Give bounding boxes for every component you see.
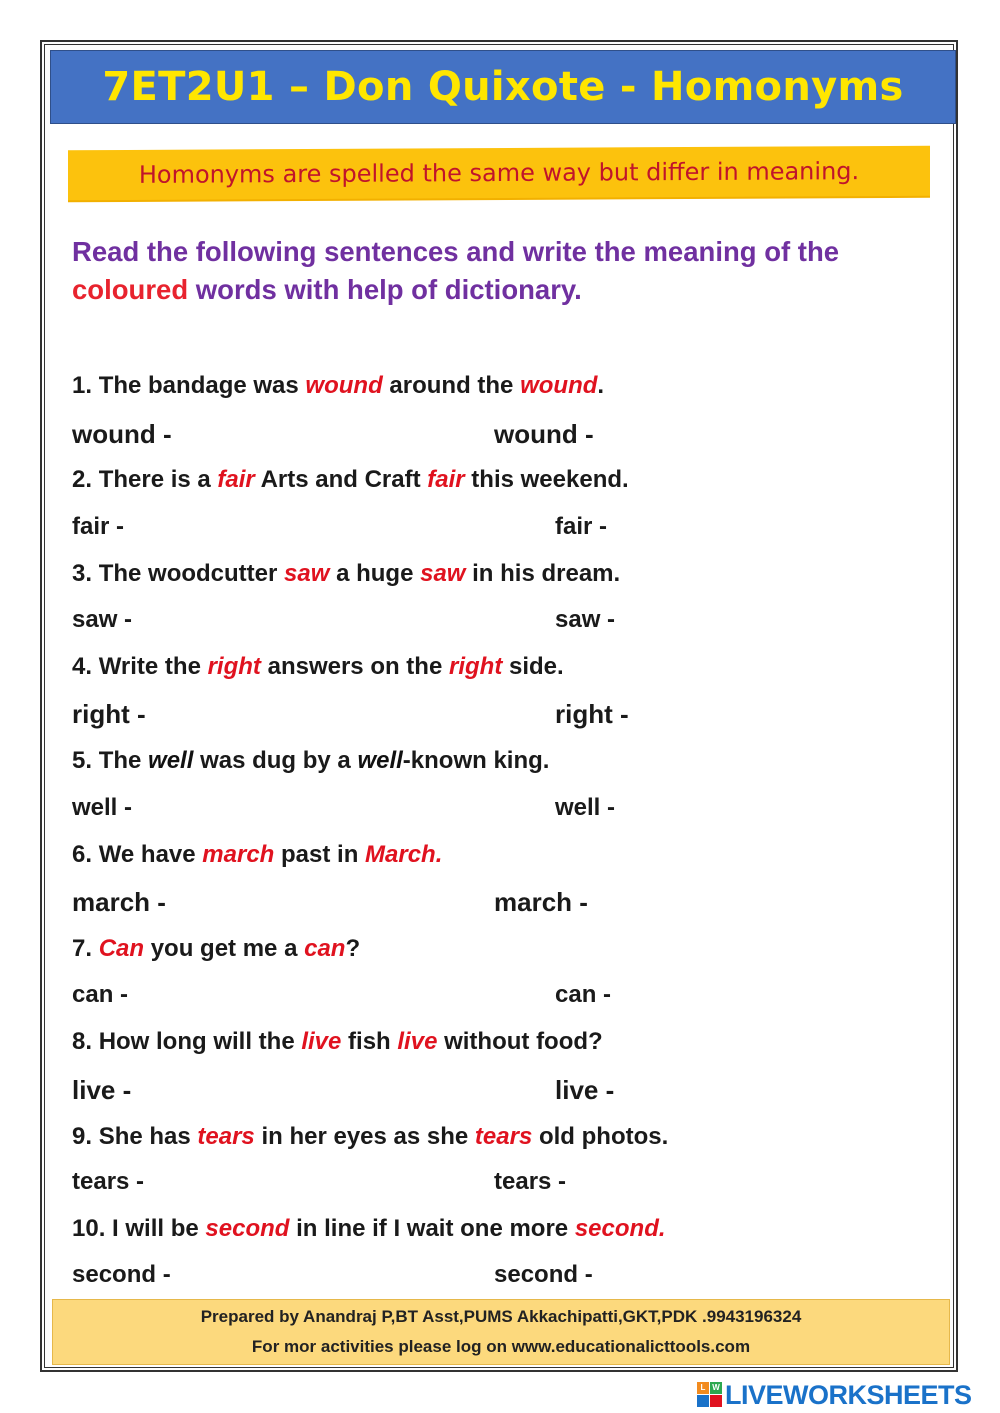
homonym-word: second. <box>574 1215 666 1242</box>
sentence-text: old photos. <box>538 1123 669 1150</box>
brand-name: LIVEWORKSHEETS <box>725 1379 972 1410</box>
sentence-text: in line if I wait one more <box>296 1215 569 1242</box>
homonym-word: right <box>207 653 261 680</box>
sentence-text: We have <box>98 841 196 868</box>
answer-line-2: march - <box>494 887 588 917</box>
answer-line-2: wound - <box>494 419 594 449</box>
sentence-text: in his dream. <box>472 560 621 587</box>
homonym-word: well <box>357 747 403 774</box>
answer-line-1: saw - <box>72 606 133 633</box>
instructions <box>72 233 932 309</box>
answer-line-1: second - <box>72 1261 171 1288</box>
answer-line-2: can - <box>555 981 612 1008</box>
logo-tile-l: L <box>697 1382 709 1394</box>
logo-tile-blue <box>697 1395 709 1407</box>
homonym-word: well <box>148 747 194 774</box>
sentence-text: -known king. <box>402 747 550 774</box>
sentence-text: side. <box>508 653 564 680</box>
homonym-word: wound <box>305 372 383 399</box>
sentence-4 <box>72 653 564 681</box>
sentence-text: Arts and Craft <box>260 466 421 493</box>
homonym-word: can <box>304 935 346 962</box>
sentence-number: 10. <box>72 1215 106 1242</box>
sentence-text: fish <box>348 1028 391 1055</box>
sentence-text: you get me a <box>150 935 298 962</box>
sentence-text: How long will the <box>98 1028 295 1055</box>
sentence-text: ? <box>345 935 361 962</box>
page-title: 7ET2U1 – Don Quixote - Homonyms <box>102 64 904 110</box>
sentence-text: answers on the <box>267 653 443 680</box>
homonym-word: tears <box>197 1123 255 1150</box>
sentence-text: in her eyes as she <box>261 1123 469 1150</box>
liveworksheets-logo-icon <box>697 1382 723 1408</box>
answer-line-1: can - <box>72 981 129 1008</box>
homonym-word: fair <box>217 466 255 493</box>
homonym-word: fair <box>427 466 465 493</box>
sentence-text: There is a <box>98 466 211 493</box>
logo-tile-w: W <box>710 1382 722 1394</box>
liveworksheets-brand[interactable] <box>697 1380 972 1410</box>
answer-line-1: live - <box>72 1075 132 1105</box>
sentence-number: 1. <box>72 372 93 399</box>
footer-credit: Prepared by Anandraj P,BT Asst,PUMS Akkachipatti,GKT,PDK .9943196324 <box>200 1307 802 1326</box>
homonym-word: tears <box>474 1123 533 1150</box>
homonym-word: march <box>202 841 275 868</box>
sentence-text: without food? <box>444 1028 603 1055</box>
sentence-number: 8. <box>72 1028 93 1055</box>
sentence-1 <box>72 372 604 400</box>
answer-line-2: tears - <box>494 1168 567 1195</box>
sentence-8 <box>72 1028 603 1056</box>
sentence-text: around the <box>389 372 514 399</box>
sentence-text: She has <box>98 1123 191 1150</box>
answer-line-2: saw - <box>555 606 616 633</box>
sentence-7 <box>72 935 360 963</box>
title-banner <box>50 50 956 124</box>
sentence-5 <box>72 747 549 775</box>
sentence-text: past in <box>281 841 359 868</box>
logo-tile-red <box>710 1395 722 1407</box>
footer <box>52 1299 950 1365</box>
homonym-word: live <box>301 1028 342 1055</box>
homonym-word: wound <box>520 372 598 399</box>
sentence-text: The <box>98 747 142 774</box>
homonym-word: saw <box>420 560 466 587</box>
sentence-text: was dug by a <box>200 747 351 774</box>
answer-line-1: right - <box>72 699 146 729</box>
sentence-number: 5. <box>72 747 93 774</box>
homonym-word: second <box>205 1215 290 1242</box>
sentence-9 <box>72 1123 668 1151</box>
answer-line-1: fair - <box>72 513 125 540</box>
answer-line-2: second - <box>494 1261 593 1288</box>
sentence-10 <box>72 1215 666 1243</box>
answer-line-1: well - <box>72 794 133 821</box>
sentence-text: The bandage was <box>98 372 299 399</box>
sentence-3 <box>72 560 620 588</box>
sentence-text: this weekend. <box>471 466 629 493</box>
answer-line-2: live - <box>555 1075 615 1105</box>
answer-line-2: fair - <box>555 513 608 540</box>
sentence-6 <box>72 841 442 869</box>
sentence-text: . <box>597 372 605 399</box>
sentence-number: 2. <box>72 466 93 493</box>
homonym-word: March. <box>365 841 443 868</box>
sentence-number: 3. <box>72 560 93 587</box>
sentence-text: a huge <box>336 560 414 587</box>
homonym-word: live <box>397 1028 438 1055</box>
answer-line-1: wound - <box>72 419 172 449</box>
sentence-text: I will be <box>112 1215 199 1242</box>
answer-line-1: march - <box>72 887 166 917</box>
homonym-word: Can <box>98 935 145 962</box>
sentence-text: The woodcutter <box>98 560 278 587</box>
homonym-word: right <box>448 653 503 680</box>
sentence-number: 7. <box>72 935 93 962</box>
answer-line-1: tears - <box>72 1168 145 1195</box>
sentence-number: 6. <box>72 841 93 868</box>
sentence-number: 9. <box>72 1123 93 1150</box>
answer-line-2: right - <box>555 699 629 729</box>
instructions-coloured: coloured <box>72 274 189 305</box>
definition-text: Homonyms are spelled the same way but differ in meaning. <box>138 157 860 189</box>
instructions-part1: Read the following sentences and write the meaning of the <box>72 236 840 267</box>
instructions-part2: words with help of dictionary. <box>195 274 582 305</box>
answer-line-2: well - <box>555 794 616 821</box>
sentence-number: 4. <box>72 653 93 680</box>
sentence-2 <box>72 466 629 494</box>
footer-website: For mor activities please log on www.educationalicttools.com <box>251 1337 751 1356</box>
homonym-word: saw <box>284 560 330 587</box>
sentence-text: Write the <box>98 653 201 680</box>
definition-banner <box>68 146 930 201</box>
